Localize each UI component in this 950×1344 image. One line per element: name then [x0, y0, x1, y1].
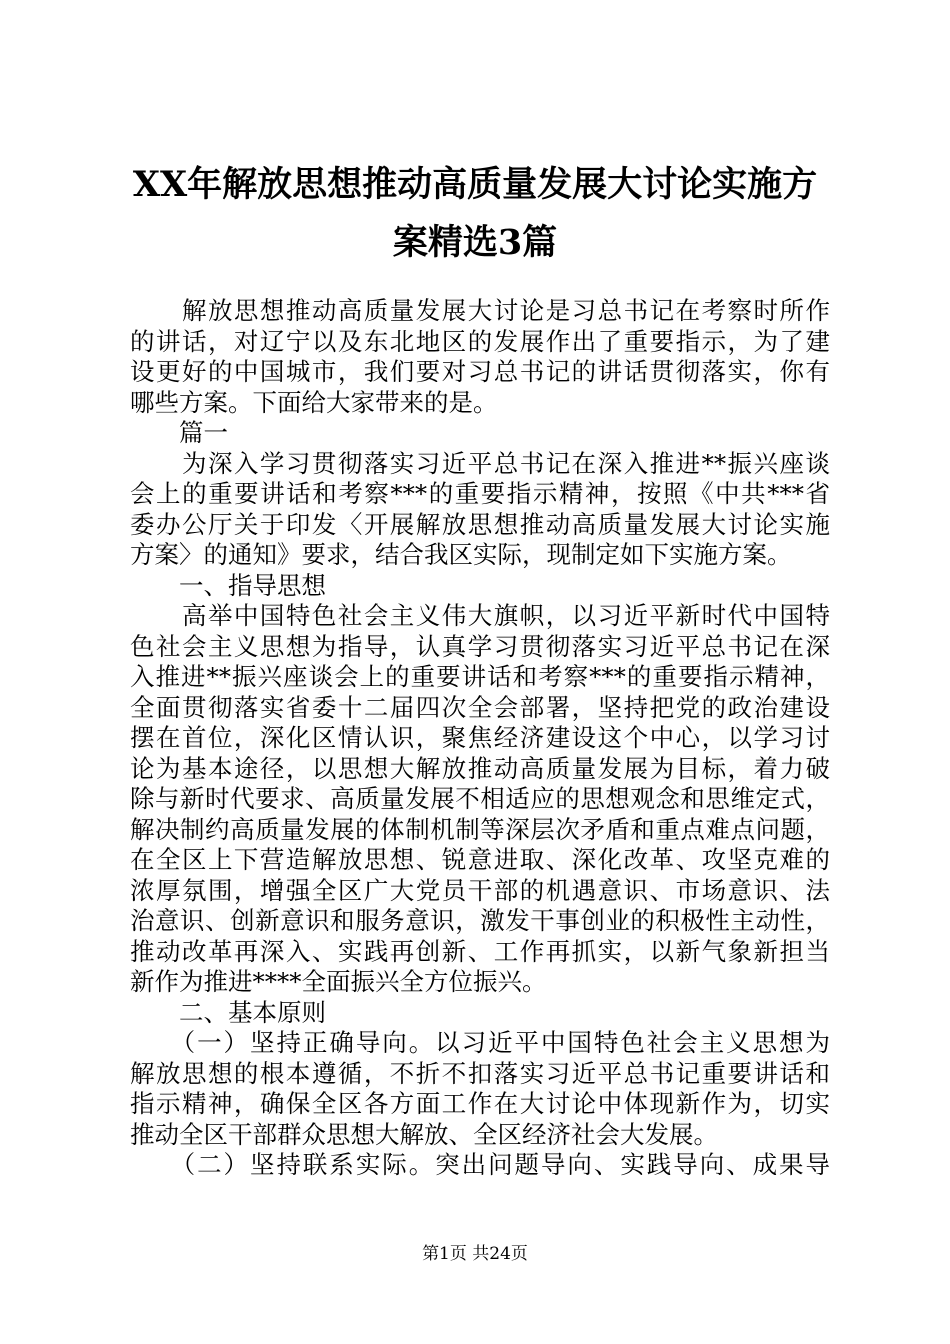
body-line: 浓厚氛围，增强全区广大党员干部的机遇意识、市场意识、法 — [130, 875, 830, 905]
body-line: 推动全区干部群众思想大解放、全区经济社会大发展。 — [130, 1119, 718, 1149]
body-line: 色社会主义思想为指导，认真学习贯彻落实习近平总书记在深 — [130, 631, 830, 661]
body-line: 解放思想推动高质量发展大讨论是习总书记在考察时所作 — [130, 296, 830, 325]
body-line: 论为基本途径，以思想大解放推动高质量发展为目标，着力破 — [130, 753, 830, 783]
section-heading: 一、指导思想 — [130, 570, 326, 600]
body-line: （一）坚持正确导向。以习近平中国特色社会主义思想为 — [130, 1028, 830, 1057]
body-line: 治意识、创新意识和服务意识，激发干事创业的积极性主动性， — [130, 906, 830, 935]
body-line: 除与新时代要求、高质量发展不相适应的思想观念和思维定式， — [130, 784, 830, 813]
body-line: 高举中国特色社会主义伟大旗帜，以习近平新时代中国特 — [130, 601, 830, 630]
section-heading: 篇一 — [130, 418, 228, 447]
body-line: 会上的重要讲话和考察***的重要指示精神，按照《中共***省 — [130, 479, 830, 508]
body-line: 设更好的中国城市，我们要对习总书记的讲话贯彻落实，你有 — [130, 357, 830, 386]
section-heading: 二、基本原则 — [130, 997, 326, 1027]
document-body — [130, 296, 830, 1181]
body-line: 委办公厅关于印发〈开展解放思想推动高质量发展大讨论实施 — [130, 509, 830, 539]
body-line: 新作为推进****全面振兴全方位振兴。 — [130, 967, 547, 996]
page-number-footer: 第1页 共24页 — [422, 1244, 528, 1264]
body-line: 哪些方案。下面给大家带来的是。 — [130, 387, 498, 417]
document-title-line-2: 案精选3篇 — [392, 222, 558, 263]
body-line: 方案〉的通知》要求，结合我区实际，现制定如下实施方案。 — [130, 540, 792, 569]
body-line: 在全区上下营造解放思想、锐意进取、深化改革、攻坚克难的 — [130, 845, 830, 874]
body-line: 指示精神，确保全区各方面工作在大讨论中体现新作为，切实 — [130, 1089, 830, 1118]
body-line: 摆在首位，深化区情认识，聚焦经济建设这个中心，以学习讨 — [130, 723, 830, 752]
body-line: 为深入学习贯彻落实习近平总书记在深入推进**振兴座谈 — [130, 448, 830, 478]
body-line: 入推进**振兴座谈会上的重要讲话和考察***的重要指示精神， — [130, 662, 830, 691]
body-line: 解放思想的根本遵循，不折不扣落实习近平总书记重要讲话和 — [130, 1058, 830, 1088]
body-line: 的讲话，对辽宁以及东北地区的发展作出了重要指示，为了建 — [130, 326, 830, 356]
body-line: 解决制约高质量发展的体制机制等深层次矛盾和重点难点问题， — [130, 814, 830, 844]
body-line: 全面贯彻落实省委十二届四次全会部署，坚持把党的政治建设 — [130, 692, 830, 722]
body-line: 推动改革再深入、实践再创新、工作再抓实，以新气象新担当 — [130, 936, 830, 966]
document-title-line-1: XX年解放思想推动高质量发展大讨论实施方 — [132, 164, 818, 205]
body-line: （二）坚持联系实际。突出问题导向、实践导向、成果导 — [130, 1150, 830, 1179]
